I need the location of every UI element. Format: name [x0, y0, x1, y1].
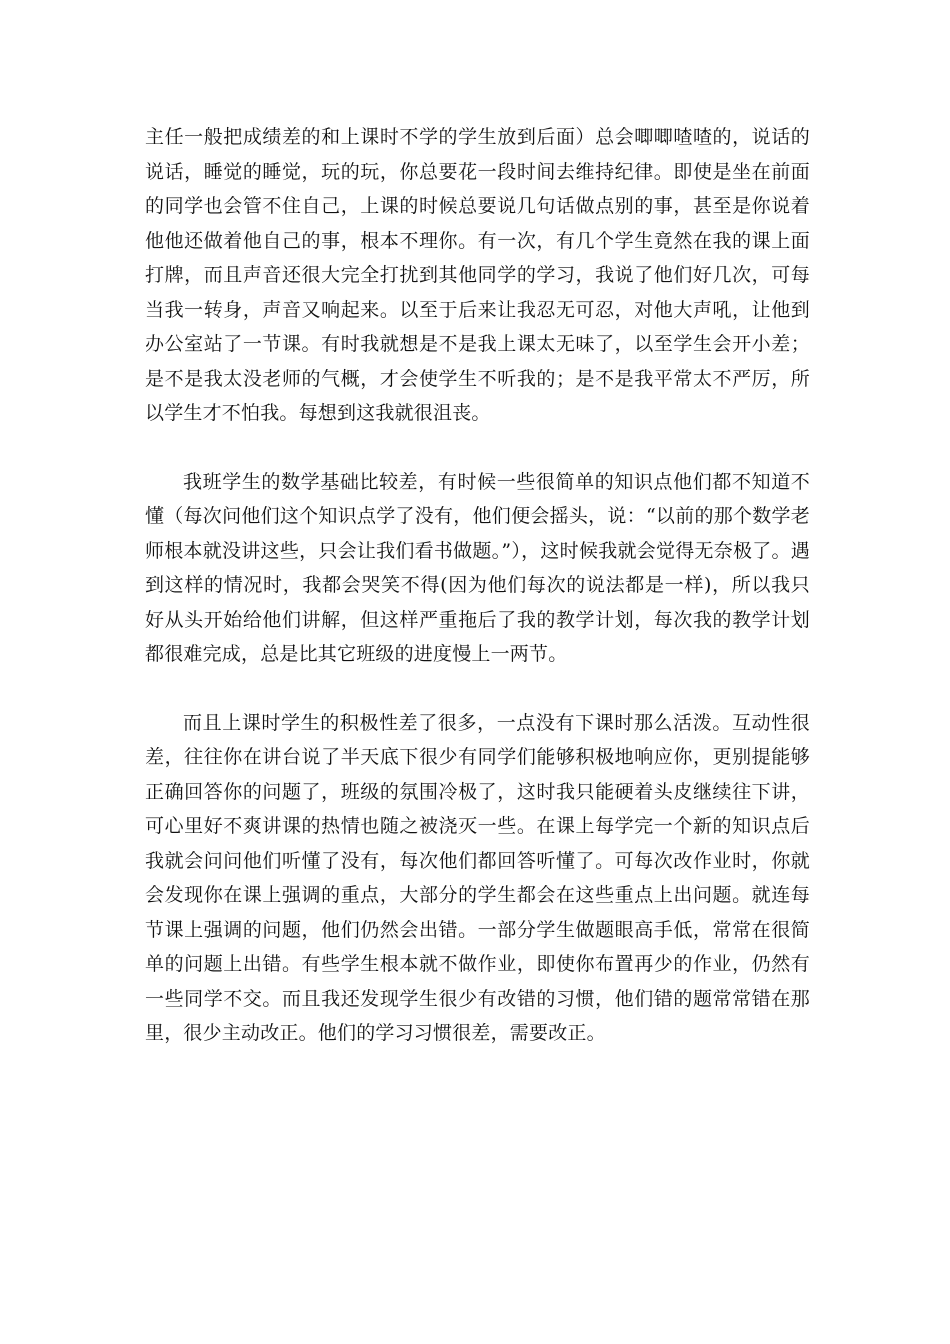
paragraph-3: 而且上课时学生的积极性差了很多，一点没有下课时那么活泼。互动性很差，往往你在讲台说了半天底下很少有同学们能够积极地响应你，更别提能够正确回答你的问题了，班级的氛围冷极了，这时我只能硬着头皮继续往下讲，可心里好不爽讲课的热情也随之被浇灭一些。在课上每学完一个新的知识点后我就会问问他们听懂了没有，每次他们都回答听懂了。可每次改作业时，你就会发现你在课上强调的重点，大部分的学生都会在这些重点上出问题。就连每节课上强调的问题，他们仍然会出错。一部分学生做题眼高手低，常常在很简单的问题上出错。有些学生根本就不做作业，即使你布置再少的作业，仍然有一些同学不交。而且我还发现学生很少有改错的习惯，他们错的题常常错在那里，很少主动改正。他们的学习习惯很差，需要改正。 — [145, 711, 810, 1044]
paragraph-gap — [145, 672, 810, 706]
paragraph-gap — [145, 431, 810, 465]
paragraph-1: 主任一般把成绩差的和上课时不学的学生放到后面）总会唧唧喳喳的，说话的说话，睡觉的睡觉，玩的玩，你总要花一段时间去维持纪律。即使是坐在前面的同学也会管不住自己，上课的时候总要说几句话做点别的事，甚至是你说着他他还做着他自己的事，根本不理你。有一次，有几个学生竟然在我的课上面打牌，而且声音还很大完全打扰到其他同学的学习，我说了他们好几次，可每当我一转身，声音又响起来。以至于后来让我忍无可忍，对他大声吼，让他到办公室站了一节课。有时我就想是不是我上课太无味了，以至学生会开小差；是不是我太没老师的气概，才会使学生不听我的；是不是我平常太不严厉，所以学生才不怕我。每想到这我就很沮丧。 — [145, 126, 810, 424]
paragraph-2: 我班学生的数学基础比较差，有时候一些很简单的知识点他们都不知道不懂（每次问他们这个知识点学了没有，他们便会摇头，说：“以前的那个数学老师根本就没讲这些，只会让我们看书做题。”），这时候我就会觉得无奈极了。遇到这样的情况时，我都会哭笑不得(因为他们每次的说法都是一样)，所以我只好从头开始给他们讲解，但这样严重拖后了我的教学计划，每次我的教学计划都很难完成，总是比其它班级的进度慢上一两节。 — [145, 470, 810, 665]
document-body — [145, 120, 810, 1051]
